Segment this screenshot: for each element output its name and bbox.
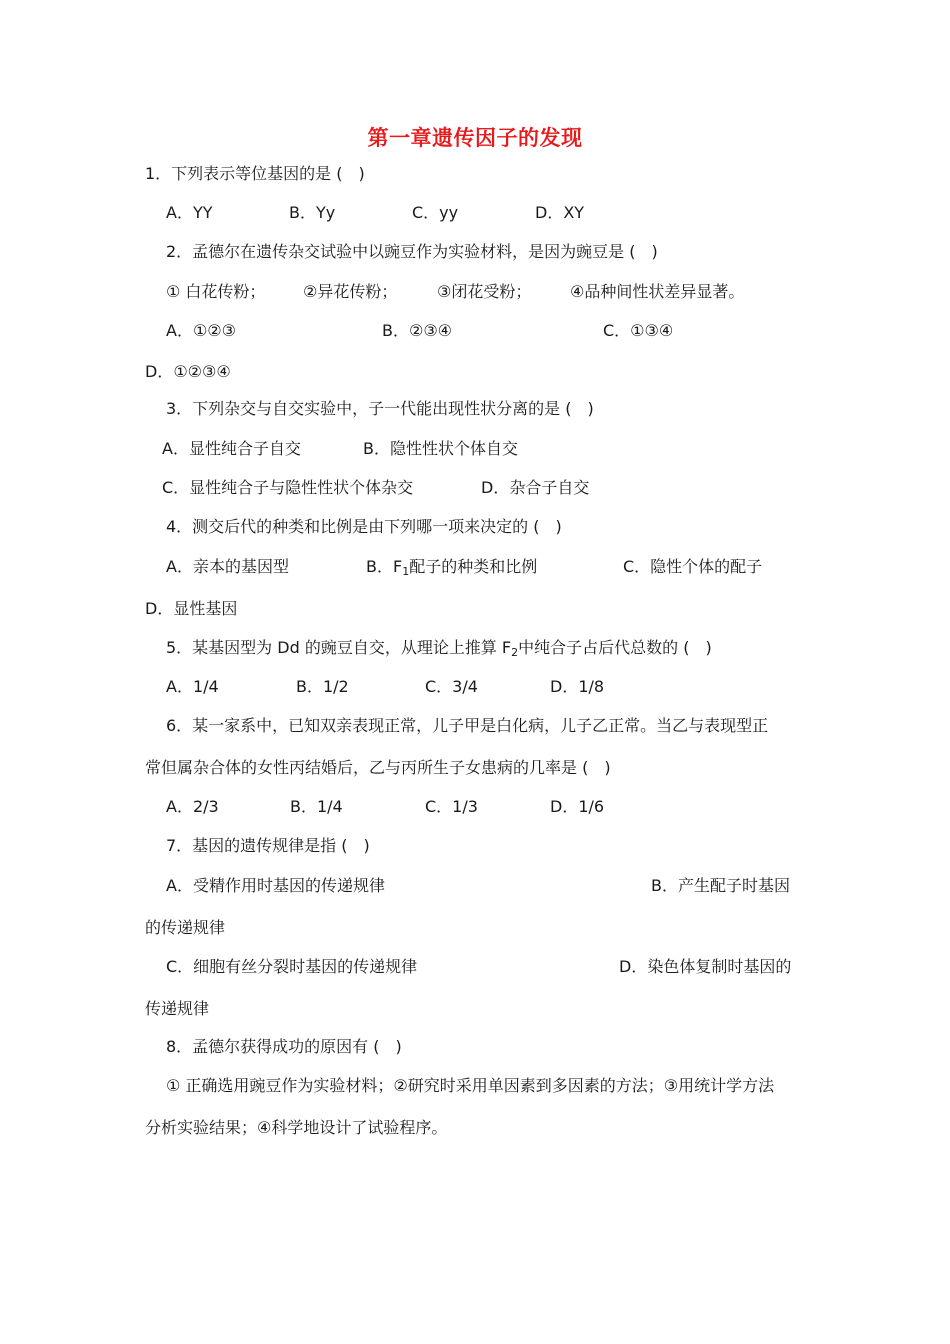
question-3-option-a: A．显性纯合子自交 [162, 439, 301, 458]
option-b-subscript: 1 [402, 565, 410, 578]
question-7-option-c: C．细胞有丝分裂时基因的传递规律 [166, 957, 418, 976]
question-6-stem-line-2: 常但属杂合体的女性丙结婚后，乙与丙所生子女患病的几率是 ( ) [145, 758, 611, 777]
question-4-option-b [366, 557, 537, 582]
question-1-option-a: A．YY [166, 203, 213, 222]
question-4-option-c: C．隐性个体的配子 [623, 557, 763, 576]
stem-prefix: 5．某基因型为 Dd 的豌豆自交，从理论上推算 F [166, 638, 512, 657]
stem-suffix: 中纯合子占后代总数的 ( ) [518, 638, 712, 657]
question-2-option-a: A．①②③ [166, 321, 236, 340]
question-7-option-b-line-2: 的传递规律 [145, 918, 226, 937]
question-2-item-4: ④品种间性状差异显著。 [570, 282, 745, 301]
question-2-item-1: ① 白花传粉； [166, 282, 266, 301]
question-5-option-a: A．1/4 [166, 677, 219, 696]
option-b-prefix: B．F [366, 557, 403, 576]
question-5-stem [166, 638, 712, 663]
question-6-option-c: C．1/3 [425, 797, 478, 816]
question-8-stem: 8．孟德尔获得成功的原因有 ( ) [166, 1037, 402, 1056]
question-8-body-line-1: ① 正确选用豌豆作为实验材料；②研究时采用单因素到多因素的方法；③用统计学方法 [166, 1076, 775, 1095]
page-title: 第一章遗传因子的发现 [367, 126, 583, 150]
question-6-stem-line-1: 6．某一家系中，已知双亲表现正常，儿子甲是白化病，儿子乙正常。当乙与表现型正 [166, 716, 769, 735]
question-5-option-d: D．1/8 [550, 677, 605, 696]
stem-subscript: 2 [511, 646, 519, 659]
question-3-option-c: C．显性纯合子与隐性性状个体杂交 [162, 478, 414, 497]
question-7-option-a: A．受精作用时基因的传递规律 [166, 876, 385, 895]
question-4-option-d: D．显性基因 [145, 599, 238, 618]
question-2-item-2: ②异花传粉； [303, 282, 398, 301]
question-7-option-d-line-2: 传递规律 [145, 999, 210, 1018]
question-7-option-d-line-1: D．染色体复制时基因的 [619, 957, 792, 976]
question-1-option-d: D．XY [535, 203, 585, 222]
question-8-body-line-2: 分析实验结果；④科学地设计了试验程序。 [145, 1118, 448, 1137]
option-b-suffix: 配子的种类和比例 [409, 557, 538, 576]
question-6-option-b: B．1/4 [290, 797, 343, 816]
question-5-option-b: B．1/2 [296, 677, 349, 696]
question-3-stem: 3．下列杂交与自交实验中，子一代能出现性状分离的是 ( ) [166, 399, 594, 418]
question-6-option-a: A．2/3 [166, 797, 219, 816]
question-2-option-c: C．①③④ [603, 321, 674, 340]
question-4-stem: 4．测交后代的种类和比例是由下列哪一项来决定的 ( ) [166, 517, 562, 536]
question-1-option-b: B．Yy [289, 203, 336, 222]
question-2-option-b: B．②③④ [382, 321, 453, 340]
question-7-stem: 7．基因的遗传规律是指 ( ) [166, 836, 370, 855]
question-7-option-b-line-1: B．产生配子时基因 [651, 876, 790, 895]
question-2-option-d: D．①②③④ [145, 362, 231, 381]
question-1-option-c: C．yy [412, 203, 459, 222]
question-4-option-a: A．亲本的基因型 [166, 557, 289, 576]
question-2-stem: 2．孟德尔在遗传杂交试验中以豌豆作为实验材料，是因为豌豆是 ( ) [166, 242, 658, 261]
question-6-option-d: D．1/6 [550, 797, 605, 816]
question-5-option-c: C．3/4 [425, 677, 478, 696]
question-1-stem: 1．下列表示等位基因的是 ( ) [145, 164, 365, 183]
question-2-item-3: ③闭花受粉； [437, 282, 532, 301]
question-3-option-b: B．隐性性状个体自交 [363, 439, 518, 458]
question-3-option-d: D．杂合子自交 [481, 478, 590, 497]
